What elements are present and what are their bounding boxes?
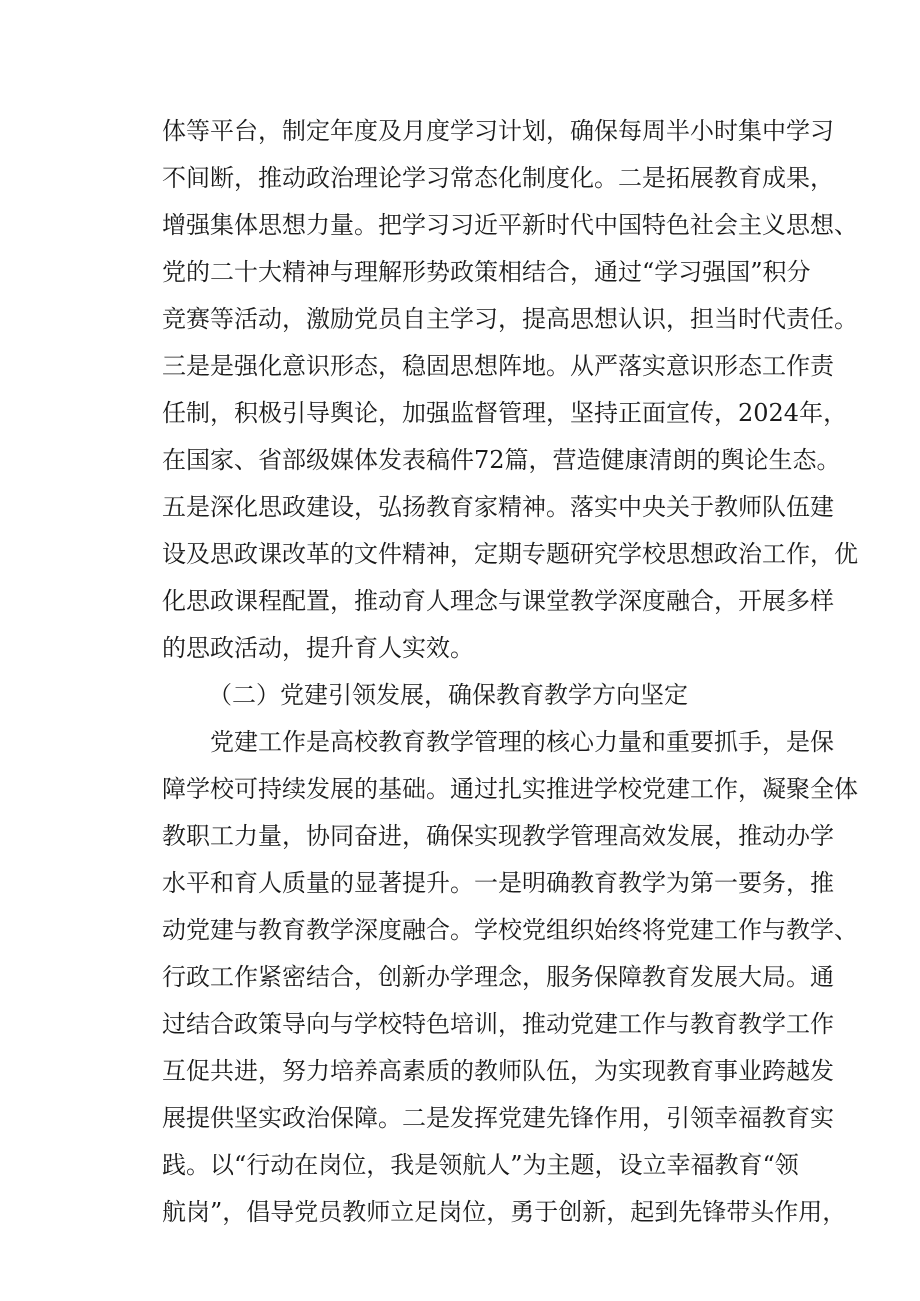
text-line: 践。以“行动在岗位，我是领航人”为主题，设立幸福教育“领	[162, 1151, 799, 1179]
text-line: 不间断，推动政治理论学习常态化制度化。二是拓展教育成果，	[162, 164, 834, 192]
text-line: 动党建与教育教学深度融合。学校党组织始终将党建工作与教学、	[162, 916, 858, 944]
text-line: 三是是强化意识形态，稳固思想阵地。从严落实意识形态工作责	[162, 352, 834, 380]
text-line: 互促共进，努力培养高素质的教师队伍，为实现教育事业跨越发	[162, 1057, 834, 1085]
text-line: 行政工作紧密结合，创新办学理念，服务保障教育发展大局。通	[162, 963, 834, 991]
text-line: 教职工力量，协同奋进，确保实现教学管理高效发展，推动办学	[162, 822, 834, 850]
text-line: 设及思政课改革的文件精神，定期专题研究学校思想政治工作，优	[162, 540, 858, 568]
text-line: 党的二十大精神与理解形势政策相结合，通过“学习强国”积分	[162, 258, 811, 286]
text-line: 过结合政策导向与学校特色培训，推动党建工作与教育教学工作	[162, 1010, 834, 1038]
text-line: 任制，积极引导舆论，加强监督管理，坚持正面宣传，2024年，	[162, 399, 848, 427]
text-line: 障学校可持续发展的基础。通过扎实推进学校党建工作，凝聚全体	[162, 775, 858, 803]
text-line: 展提供坚实政治保障。二是发挥党建先锋作用，引领幸福教育实	[162, 1104, 834, 1132]
text-line: 在国家、省部级媒体发表稿件72篇，营造健康清朗的舆论生态。	[162, 446, 841, 474]
text-line: 体等平台，制定年度及月度学习计划，确保每周半小时集中学习	[162, 117, 834, 145]
section-heading: （二）党建引领发展，确保教育教学方向坚定	[208, 681, 688, 709]
text-line: 五是深化思政建设，弘扬教育家精神。落实中央关于教师队伍建	[162, 493, 834, 521]
text-line: 航岗”，倡导党员教师立足岗位，勇于创新，起到先锋带头作用，	[162, 1198, 847, 1226]
text-line: 的思政活动，提升育人实效。	[162, 634, 474, 662]
text-line: 化思政课程配置，推动育人理念与课堂教学深度融合，开展多样	[162, 587, 834, 615]
text-line: 水平和育人质量的显著提升。一是明确教育教学为第一要务，推	[162, 869, 834, 897]
text-line: 党建工作是高校教育教学管理的核心力量和重要抓手，是保	[210, 728, 834, 756]
text-line: 增强集体思想力量。把学习习近平新时代中国特色社会主义思想、	[162, 211, 858, 239]
text-line: 竞赛等活动，激励党员自主学习，提高思想认识，担当时代责任。	[162, 305, 858, 333]
